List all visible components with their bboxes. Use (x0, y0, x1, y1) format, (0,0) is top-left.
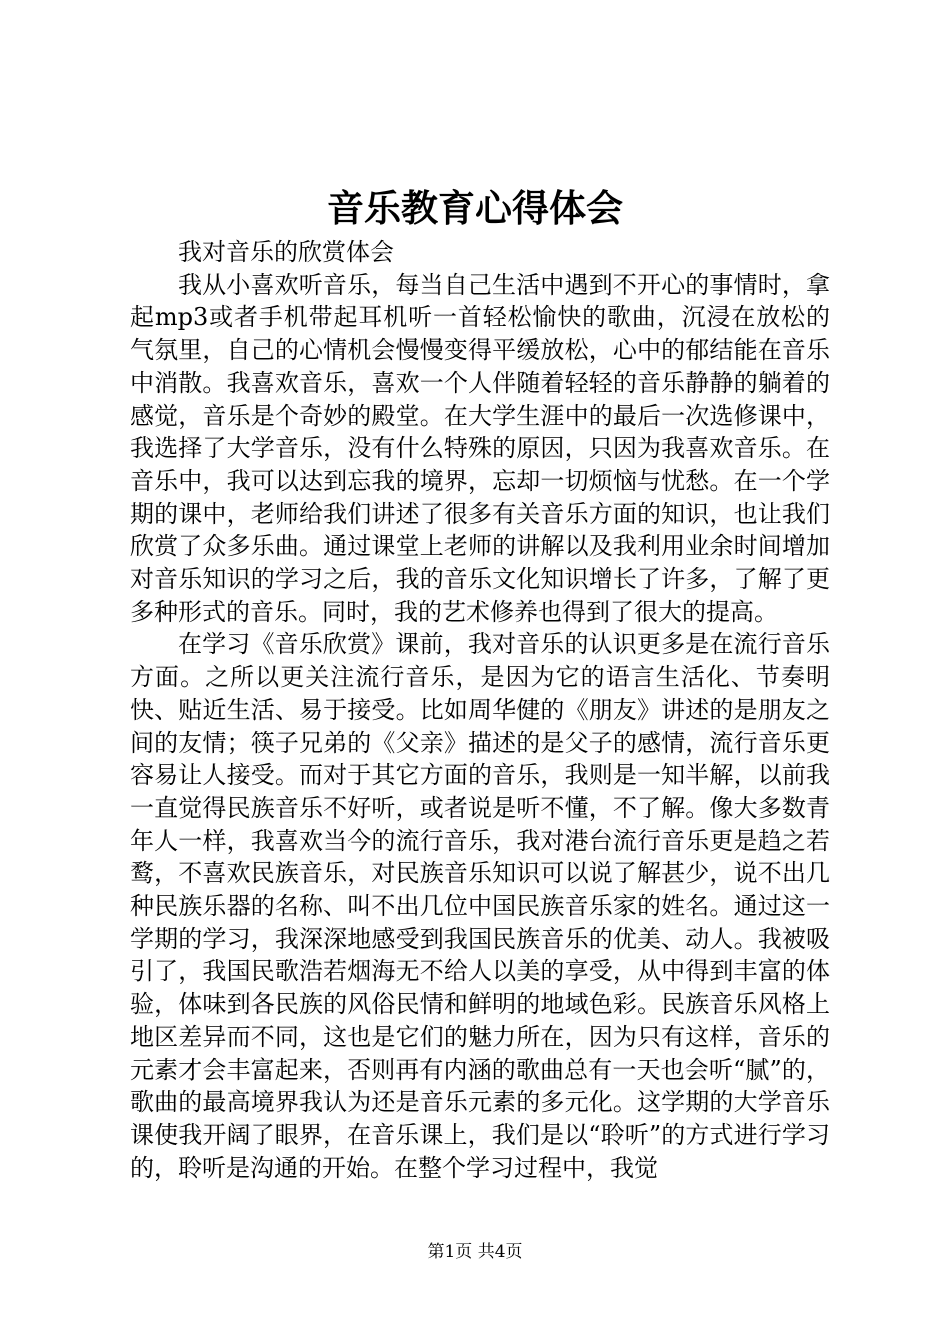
paragraph-2: 在学习《音乐欣赏》课前，我对音乐的认识更多是在流行音乐方面。之所以更关注流行音乐，是因为它的语言生活化、节奏明快、贴近生活、易于接受。比如周华健的《朋友》讲述的是朋友之间的友情；筷子兄弟的《父亲》描述的是父子的感情，流行音乐更容易让人接受。而对于其它方面的音乐，我则是一知半解，以前我一直觉得民族音乐不好听，或者说是听不懂，不了解。像大多数青年人一样，我喜欢当今的流行音乐，我对港台流行音乐更是趋之若鹜，不喜欢民族音乐，对民族音乐知识可以说了解甚少，说不出几种民族乐器的名称、叫不出几位中国民族音乐家的姓名。通过这一学期的学习，我深深地感受到我国民族音乐的优美、动人。我被吸引了，我国民歌浩若烟海无不给人以美的享受，从中得到丰富的体验，体味到各民族的风俗民情和鲜明的地域色彩。民族音乐风格上地区差异而不同，这也是它们的魅力所在，因为只有这样，音乐的元素才会丰富起来，否则再有内涵的歌曲总有一天也会听“腻”的，歌曲的最高境界我认为还是音乐元素的多元化。这学期的大学音乐课使我开阔了眼界，在音乐课上，我们是以“聆听”的方式进行学习的，聆听是沟通的开始。在整个学习过程中，我觉 (130, 630, 830, 1182)
paragraph-1: 我从小喜欢听音乐，每当自己生活中遇到不开心的事情时，拿起mp3或者手机带起耳机听一首轻松愉快的歌曲，沉浸在放松的气氛里，自己的心情机会慢慢变得平缓放松，心中的郁结能在音乐中消散。我喜欢音乐，喜欢一个人伴随着轻轻的音乐静静的躺着的感觉，音乐是个奇妙的殿堂。在大学生涯中的最后一次选修课中，我选择了大学音乐，没有什么特殊的原因，只因为我喜欢音乐。在音乐中，我可以达到忘我的境界，忘却一切烦恼与忧愁。在一个学期的课中，老师给我们讲述了很多有关音乐方面的知识，也让我们欣赏了众多乐曲。通过课堂上老师的讲解以及我利用业余时间增加对音乐知识的学习之后，我的音乐文化知识增长了许多，了解了更多种形式的音乐。同时，我的艺术修养也得到了很大的提高。 (130, 270, 830, 626)
subheading: 我对音乐的欣赏体会 (178, 238, 394, 266)
document-title: 音乐教育心得体会 (327, 186, 623, 230)
document-body (130, 236, 830, 1184)
page-footer: 第1页 共4页 (427, 1242, 523, 1262)
